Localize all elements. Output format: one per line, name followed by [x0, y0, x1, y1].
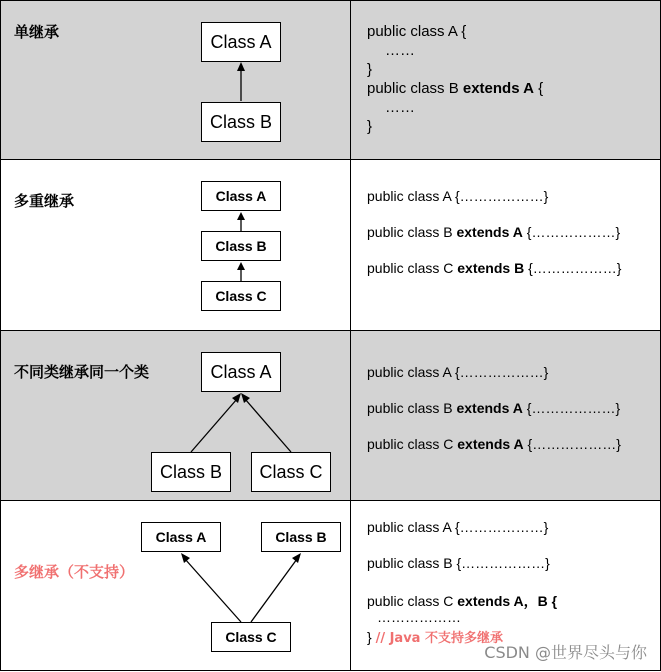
- code-cell: [350, 0, 661, 160]
- row-title: 多重继承: [14, 192, 75, 210]
- class-b-box: Class B: [201, 102, 281, 142]
- class-b-box: Class B: [201, 231, 281, 261]
- code-line: public class B extends A {………………}: [367, 224, 621, 240]
- class-b-box: Class B: [261, 522, 341, 552]
- code-line: ………………: [377, 609, 461, 625]
- code-line: public class C extends B {………………}: [367, 260, 622, 276]
- code-line: public class B extends A {: [367, 80, 544, 97]
- code-line: public class C extends A {………………}: [367, 436, 621, 452]
- row-title: 不同类继承同一个类: [14, 363, 150, 381]
- watermark: CSDN @世界尽头与你: [484, 643, 647, 662]
- row-hierarchical-inheritance: [0, 330, 661, 501]
- class-c-box: Class C: [201, 281, 281, 311]
- row-title: 单继承: [14, 23, 60, 41]
- code-line: public class B {………………}: [367, 555, 550, 571]
- row-multilevel-inheritance: [0, 159, 661, 331]
- code-comment: // Java 不支持多继承: [375, 631, 503, 646]
- code-line: public class A {………………}: [367, 519, 549, 535]
- code-line: ……: [385, 99, 415, 116]
- code-line: }: [367, 61, 373, 78]
- code-line: public class B extends A {………………}: [367, 400, 621, 416]
- class-c-box: Class C: [211, 622, 291, 652]
- row-single-inheritance: [0, 0, 661, 160]
- diagram-cell: [0, 0, 351, 160]
- class-a-box: Class A: [141, 522, 221, 552]
- diagram-cell: [0, 159, 351, 331]
- code-cell: [350, 330, 661, 501]
- code-cell: [350, 159, 661, 331]
- class-a-box: Class A: [201, 181, 281, 211]
- diagram-cell: [0, 500, 351, 671]
- inheritance-arrows: [1, 160, 352, 332]
- code-line: } // Java 不支持多继承: [367, 629, 503, 646]
- diagram-cell: [0, 330, 351, 501]
- code-line: ……: [385, 42, 415, 59]
- class-a-box: Class A: [201, 352, 281, 392]
- class-b-box: Class B: [151, 452, 231, 492]
- class-c-box: Class C: [251, 452, 331, 492]
- code-line: }: [367, 118, 373, 135]
- code-line: public class C extends A，B {: [367, 593, 558, 609]
- class-a-box: Class A: [201, 22, 281, 62]
- code-line: public class A {………………}: [367, 364, 549, 380]
- row-title: 多继承（不支持）: [14, 563, 135, 581]
- code-line: public class A {: [367, 23, 467, 40]
- code-line: public class A {………………}: [367, 188, 549, 204]
